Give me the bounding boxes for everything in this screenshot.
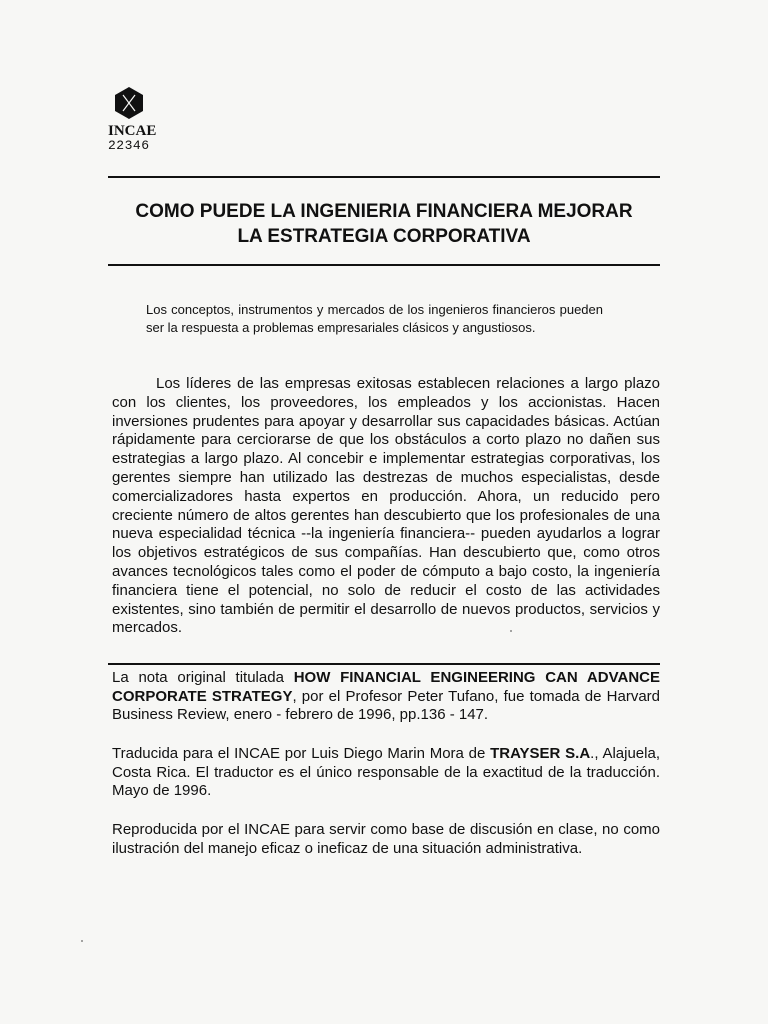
note-original-prefix: La nota original titulada — [112, 669, 294, 686]
document-title — [108, 199, 660, 249]
title-line-2: LA ESTRATEGIA CORPORATIVA — [237, 226, 531, 247]
abstract: Los conceptos, instrumentos y mercados de los ingenieros financieros pueden ser la respuesta a problemas empresariales clásicos y angustiosos. — [146, 302, 603, 335]
logo-name: INCAE — [108, 123, 157, 139]
note-reproduction — [112, 821, 660, 858]
note-translation-prefix: Traducida para el INCAE por Luis Diego Marin Mora de — [112, 745, 491, 762]
note-original-title: HOW FINANCIAL ENGINEERING CAN ADVANCE CORPORATE STRATEGY — [112, 669, 660, 705]
note-original-suffix: , por el Profesor Peter Tufano, fue tomada de Harvard Business Review, enero - febrero de 1996, pp.136 - 147. — [112, 687, 660, 723]
incae-emblem-icon — [112, 86, 146, 120]
footnote-rule — [108, 663, 660, 665]
title-top-rule — [108, 176, 660, 178]
note-reproduction-text: Reproducida por el INCAE para servir como base de discusión en clase, no como ilustración del manejo eficaz o ineficaz de una situación administrativa. — [112, 821, 660, 857]
title-bottom-rule — [108, 264, 660, 266]
incae-logo — [108, 86, 168, 153]
body-text: Los líderes de las empresas exitosas establecen relaciones a largo plazo con los clientes, los proveedores, los empleados y los accionistas. Hacen inversiones prudentes para apoyar y desarrollar sus capacidades básicas. Actúan rápidamente para cerciorarse de que los obstáculos a corto plazo no dañen sus estrategias a largo plazo. Al concebir e implementar estrategias corporativas, los gerentes siempre han utilizado las destrezas de muchos especialistas, desde comercializadores hasta expertos en producción. Ahora, un reducido pero creciente número de altos gerentes han descubierto que los profesionales de una nueva especialidad técnica --la ingeniería financiera-- pueden ayudarlos a lograr los objetivos estratégicos de sus compañías. Han descubierto que, como otros avances tecnológicos tales como el poder de cómputo a bajo costo, la ingeniería financiera tiene el potencial, no solo de reducir el costo de las actividades existentes, sino también de permitir el desarrollo de nuevos productos, servicios y mercados. — [112, 375, 660, 637]
note-original — [112, 669, 660, 725]
note-translation-company: TRAYSER S.A — [490, 745, 591, 762]
scan-speck — [81, 940, 83, 942]
note-translation-suffix: ., Alajuela, Costa Rica. El traductor es el único responsable de la exactitud de la traducción. Mayo de 1996. — [112, 745, 660, 799]
body-paragraph — [112, 375, 660, 638]
title-line-1: COMO PUEDE LA INGENIERIA FINANCIERA MEJORAR — [135, 201, 633, 222]
note-translation — [112, 745, 660, 801]
document-code: 22346 — [108, 138, 150, 153]
scan-speck — [510, 630, 512, 632]
